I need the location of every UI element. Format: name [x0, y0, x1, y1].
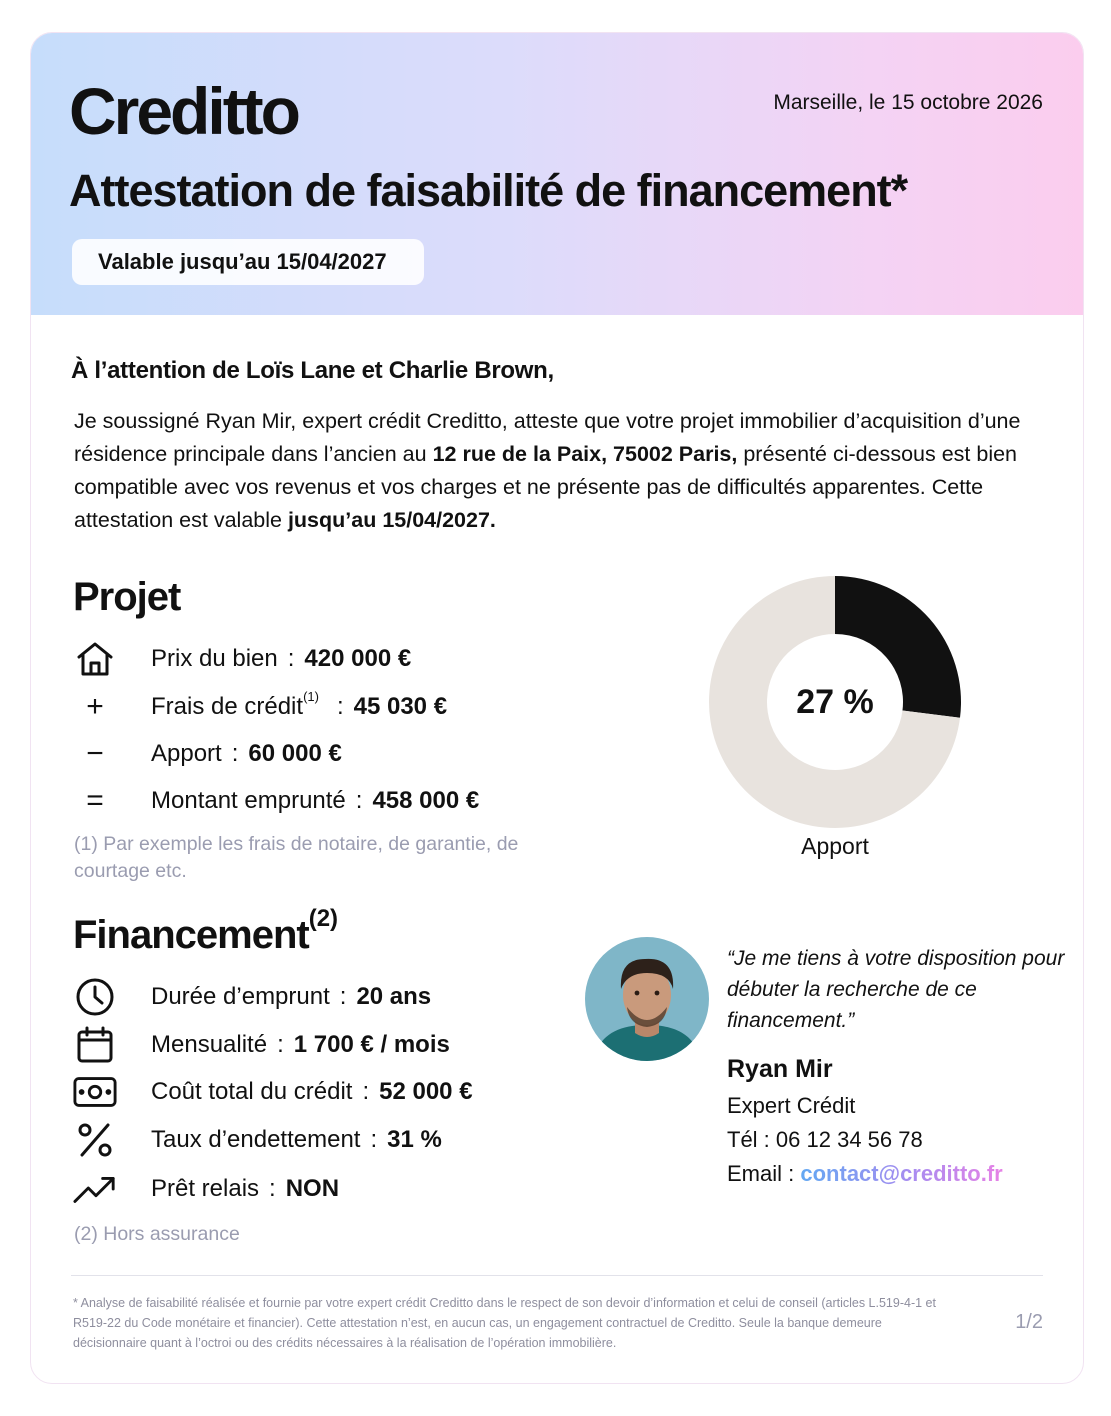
footnote-marker: (2) [308, 905, 339, 932]
row-label: Prix du bien [151, 645, 278, 672]
row-value: 20 ans [356, 983, 432, 1010]
property-address: 12 rue de la Paix, 75002 Paris, [432, 442, 738, 466]
row-value: NON [285, 1175, 340, 1202]
fin-row-taux: Taux d’endettement : 31 % [73, 1120, 442, 1160]
row-value: 52 000 € [379, 1078, 473, 1105]
page-title: Attestation de faisabilité de financement* [69, 165, 908, 216]
phone-number: 06 12 34 56 78 [775, 1127, 923, 1152]
financement-footnote: (2) Hors assurance [74, 1223, 240, 1245]
donut-caption: Apport [801, 833, 869, 859]
intro-text-part1: Je soussigné Ryan Mir, expert crédit Creditto, atteste que votre projet immobilier d’acquisition d’une résidence principale dans l’ancien au [74, 409, 1021, 466]
salutation: À l’attention de Loïs Lane et Charlie Brown, [71, 357, 554, 384]
intro-text-part2: présenté ci-dessous est bien compatible avec vos revenus et vos charges et ne présente pas de difficultés apparentes. Cette attestation est valable [74, 442, 1018, 532]
row-label: Taux d’endettement [151, 1126, 361, 1153]
fin-row-pret-relais: Prêt relais : NON [73, 1169, 339, 1209]
projet-row-prix: Prix du bien : 420 000 € [73, 639, 411, 679]
row-label: Mensualité [151, 1031, 268, 1058]
projet-footnote: (1) Par exemple les frais de notaire, de garantie, de courtage etc. [74, 833, 519, 882]
row-value: 60 000 € [248, 740, 342, 767]
minus-icon: − [86, 737, 104, 770]
row-label: Apport [151, 740, 222, 767]
equals-icon: = [86, 784, 104, 817]
plus-icon: + [86, 690, 104, 723]
advisor-email: Email : contact@creditto.fr [727, 1161, 1003, 1186]
financement-section-title: Financement$^{(2)}$ [73, 905, 339, 957]
percent-icon [73, 1120, 117, 1160]
document-page [30, 32, 1084, 1384]
advisor-quote: “Je me tiens à votre disposition pour débuter la recherche de ce financement.” [727, 947, 1065, 1032]
row-label: Durée d’emprunt [151, 983, 330, 1010]
intro-paragraph [74, 405, 1049, 537]
advisor-role: Expert Crédit [727, 1093, 856, 1118]
projet-row-montant: = Montant emprunté : 458 000 € [73, 781, 479, 821]
row-value: 1 700 € / mois [293, 1031, 450, 1058]
row-value: 45 030 € [353, 693, 448, 720]
advisor-avatar [585, 937, 709, 1061]
email-link[interactable]: contact@creditto.fr [800, 1161, 1003, 1186]
row-value: 420 000 € [304, 645, 412, 672]
validity-date: jusqu’au 15/04/2027. [287, 508, 496, 532]
donut-center-label: 27 % [796, 682, 874, 721]
footer-divider [71, 1275, 1043, 1276]
calendar-icon [73, 1025, 117, 1065]
house-icon [73, 639, 117, 679]
row-label: Coût total du crédit [151, 1078, 353, 1105]
advisor-phone: Tél : 06 12 34 56 78 [727, 1127, 923, 1152]
row-label: Montant emprunté [151, 787, 346, 814]
advisor-name: Ryan Mir [727, 1055, 833, 1083]
projet-row-frais: + Frais de crédit$^{(1)}$ : 45 030 € [73, 687, 447, 727]
legal-disclaimer: * Analyse de faisabilité réalisée et fournie par votre expert crédit Creditto dans le respect de son devoir d’information et celui de conseil (articles L.519-4-1 et R519-22 du Code monétaire et financier). Cette attestation n’est, en aucun cas, un engagement contractuel de Creditto. Seule la banque demeure décisionnaire quant à l’octroi ou des crédits nécessaires à la réalisation de l’opération immobilière. [73, 1296, 936, 1350]
row-value: 458 000 € [372, 787, 480, 814]
validity-badge: Valable jusqu’au 15/04/2027 [72, 239, 424, 285]
trending-up-icon [73, 1169, 117, 1209]
fin-row-cout: Coût total du crédit : 52 000 € [73, 1072, 473, 1112]
fin-row-mensualite: Mensualité : 1 700 € / mois [73, 1025, 450, 1065]
projet-row-apport: − Apport : 60 000 € [73, 734, 342, 774]
footnote-marker: (1) [303, 689, 319, 704]
row-value: 31 % [387, 1126, 442, 1153]
row-label: Prêt relais [151, 1175, 260, 1202]
apport-donut-chart [708, 575, 962, 829]
clock-icon [73, 977, 117, 1017]
banknote-icon [73, 1072, 117, 1112]
fin-row-duree: Durée d’emprunt : 20 ans [73, 977, 431, 1017]
row-label: Frais de crédit$^{(1)}$ [151, 689, 319, 720]
page-number: 1/2 [1015, 1311, 1043, 1333]
document-header [31, 33, 1083, 315]
brand-logo: Creditto [69, 74, 298, 148]
document-date: Marseille, le 15 octobre 2026 [773, 91, 1043, 114]
projet-section-title: Projet [73, 575, 181, 619]
